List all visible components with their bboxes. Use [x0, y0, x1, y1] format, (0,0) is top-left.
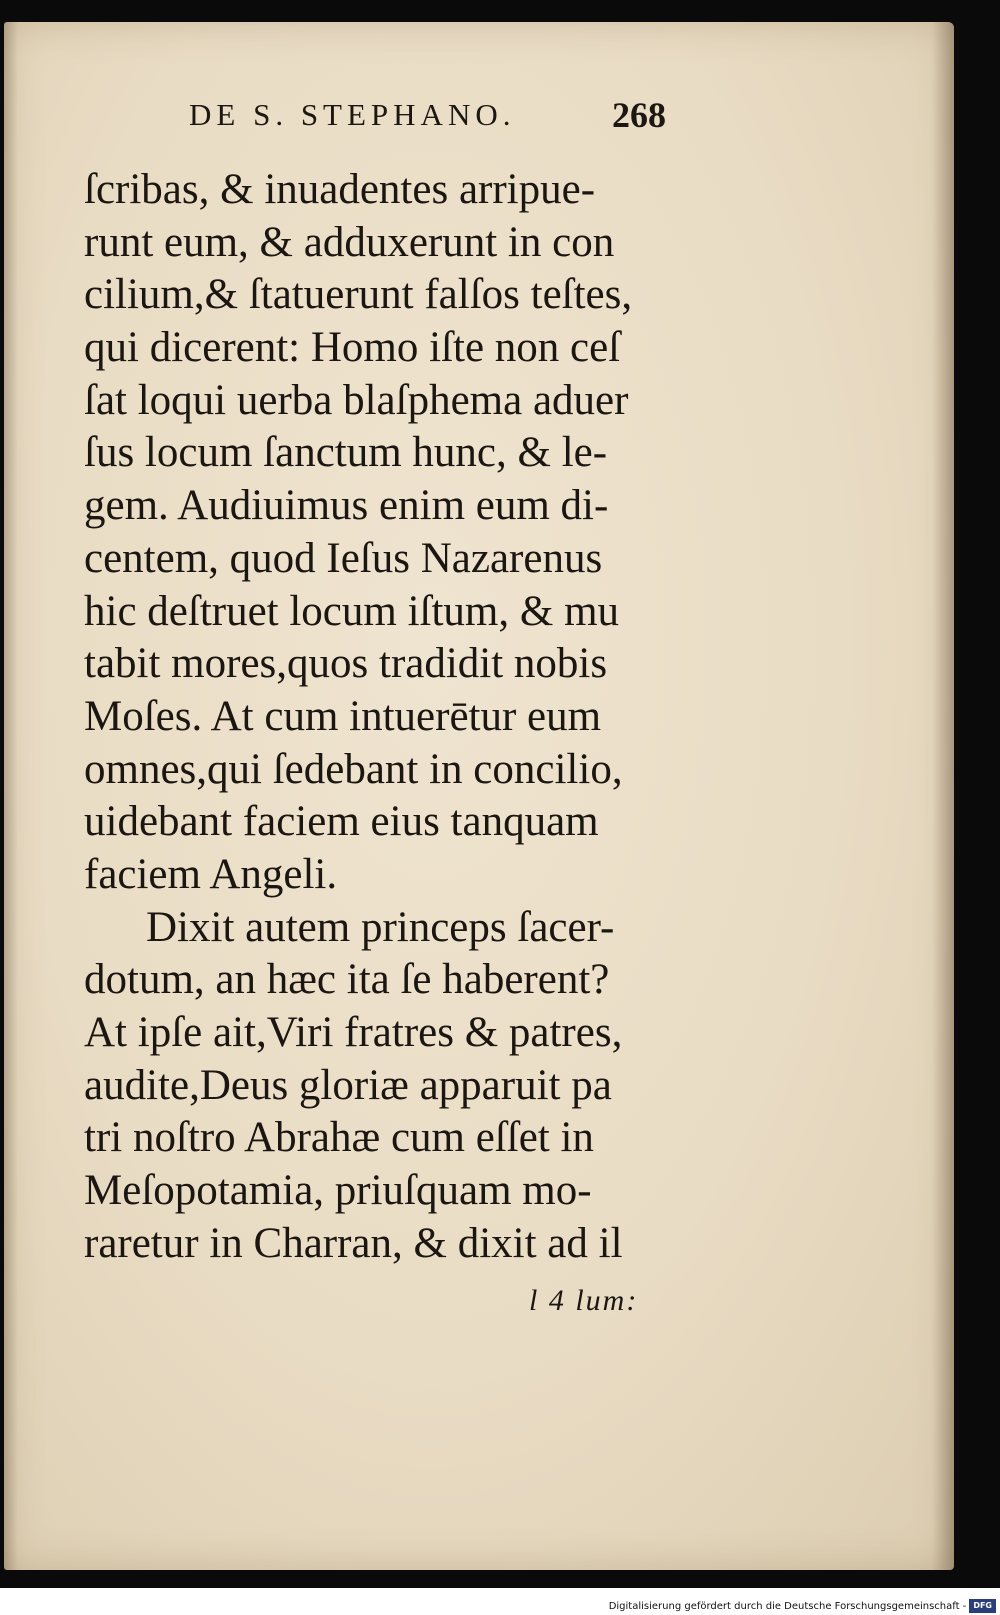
text-line: runt eum, & adduxerunt in con: [84, 218, 615, 266]
text-line: hic deſtruet locum iſtum, & mu: [84, 587, 620, 635]
text-line: gem. Audiuimus enim eum di-: [84, 482, 609, 530]
text-line: audite,Deus gloriæ apparuit pa: [84, 1061, 612, 1109]
digitization-credit: [609, 1599, 996, 1613]
text-line: uidebant faciem eius tanquam: [84, 798, 599, 846]
text-line: dotum, an hæc ita ſe haberent?: [84, 956, 610, 1004]
text-body: [84, 164, 694, 1270]
signature-catchword: l 4 lum:: [529, 1284, 639, 1317]
text-line: At ipſe ait,Viri fratres & patres,: [84, 1009, 623, 1056]
text-line: ſus locum ſanctum hunc, & le-: [84, 429, 608, 477]
text-line: centem, quod Ieſus Nazarenus: [84, 534, 603, 582]
text-line: ſcribas, & inuadentes arripue-: [84, 166, 596, 213]
text-line: cilium,& ſtatuerunt falſos teſtes,: [84, 271, 633, 319]
text-line: ſat loqui uerba blaſphema aduer: [84, 376, 629, 424]
text-line: tabit mores,quos tradidit nobis: [84, 640, 608, 688]
text-line: raretur in Charran, & dixit ad il: [84, 1219, 623, 1267]
text-line: qui dicerent: Homo iſte non ceſ: [84, 324, 621, 372]
page-right-shadow: [932, 22, 954, 1570]
running-head: DE S. STEPHANO.: [189, 97, 516, 132]
text-line-paragraph-start: Dixit autem princeps ſacer-: [146, 903, 615, 951]
text-line: Moſes. At cum intuerētur eum: [84, 692, 602, 740]
book-page: [4, 22, 954, 1570]
text-line: Meſopotamia, priuſquam mo-: [84, 1167, 592, 1215]
page-left-shadow: [4, 22, 18, 1570]
text-line: omnes,qui ſedebant in concilio,: [84, 745, 623, 793]
text-line: faciem Angeli.: [84, 850, 338, 898]
text-line: tri noſtro Abrahæ cum eſſet in: [84, 1114, 594, 1162]
credit-text: Digitalisierung gefördert durch die Deutsche Forschungsgemeinschaft -: [608, 1600, 967, 1612]
page-number: 268: [612, 95, 666, 135]
dfg-logo: DFG: [969, 1599, 996, 1613]
